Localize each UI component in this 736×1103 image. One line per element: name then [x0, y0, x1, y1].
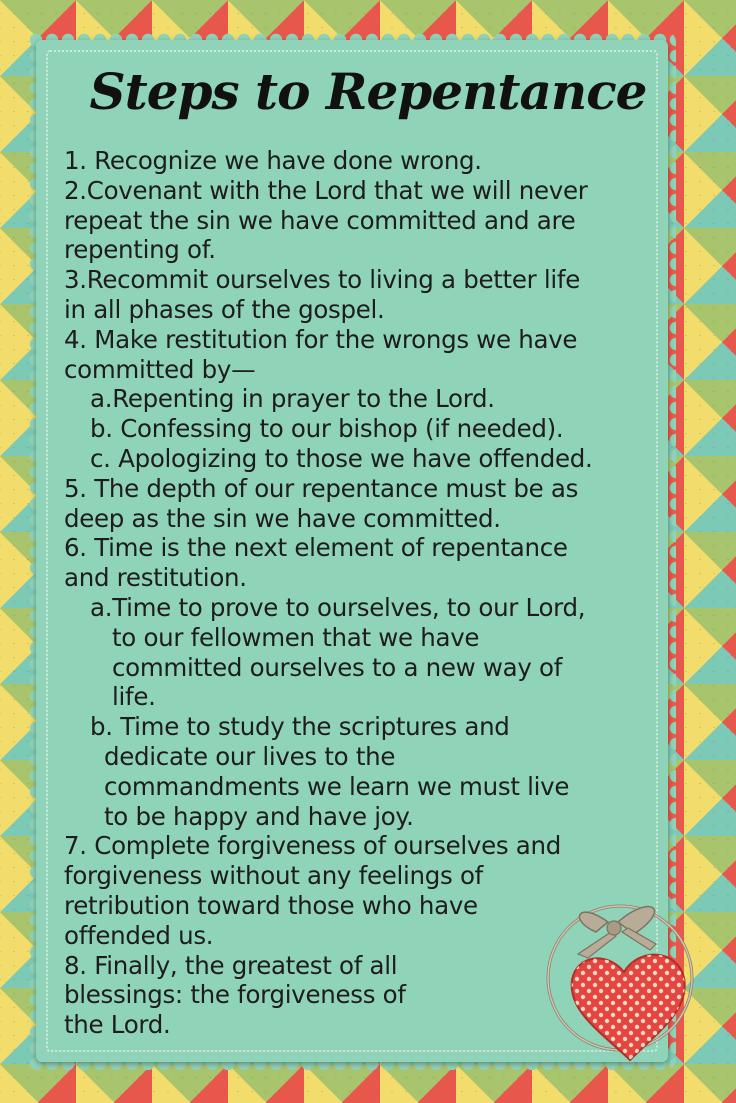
- step-6a-cont: life.: [112, 682, 156, 712]
- step-8: 8. Finally, the greatest of all: [64, 950, 398, 980]
- heart-icon: [538, 880, 708, 1070]
- step-6: 6. Time is the next element of repentance: [64, 533, 568, 563]
- step-4: 4. Make restitution for the wrongs we have: [64, 324, 578, 354]
- step-5: 5. The depth of our repentance must be as: [64, 473, 579, 503]
- step-3-cont: in all phases of the gospel.: [64, 294, 385, 324]
- step-2-cont: repeat the sin we have committed and are: [64, 205, 576, 235]
- step-6-cont: and restitution.: [64, 563, 247, 593]
- step-7-cont: offended us.: [64, 920, 214, 950]
- heart-ornament: [538, 880, 708, 1070]
- step-6a: a.Time to prove to ourselves, to our Lord,: [90, 592, 586, 622]
- step-6a-cont: to our fellowmen that we have: [112, 622, 480, 652]
- step-1: 1. Recognize we have done wrong.: [64, 146, 482, 175]
- step-4a: a.Repenting in prayer to the Lord.: [90, 384, 495, 414]
- step-4c: c. Apologizing to those we have offended.: [90, 443, 593, 473]
- step-3: 3.Recommit ourselves to living a better life: [64, 265, 580, 295]
- step-8-cont: the Lord.: [64, 1010, 171, 1040]
- step-6b-cont: commandments we learn we must live: [104, 771, 570, 801]
- step-7-cont: retribution toward those who have: [64, 890, 478, 920]
- step-6a-cont: committed ourselves to a new way of: [112, 652, 563, 682]
- step-5-cont: deep as the sin we have committed.: [64, 503, 501, 533]
- step-2: 2.Covenant with the Lord that we will never: [64, 175, 588, 205]
- step-7-cont: forgiveness without any feelings of: [64, 861, 483, 891]
- step-7: 7. Complete forgiveness of ourselves and: [64, 831, 561, 861]
- step-8-cont: blessings: the forgiveness of: [64, 980, 406, 1010]
- page-title: Steps to Repentance: [89, 62, 647, 121]
- step-6b-cont: to be happy and have joy.: [104, 801, 414, 831]
- step-6b: b. Time to study the scriptures and: [90, 712, 510, 742]
- step-2-cont: repenting of.: [64, 235, 216, 265]
- step-4b: b. Confessing to our bishop (if needed).: [90, 414, 564, 444]
- step-6b-cont: dedicate our lives to the: [104, 741, 396, 771]
- step-4-cont: committed by—: [64, 354, 256, 384]
